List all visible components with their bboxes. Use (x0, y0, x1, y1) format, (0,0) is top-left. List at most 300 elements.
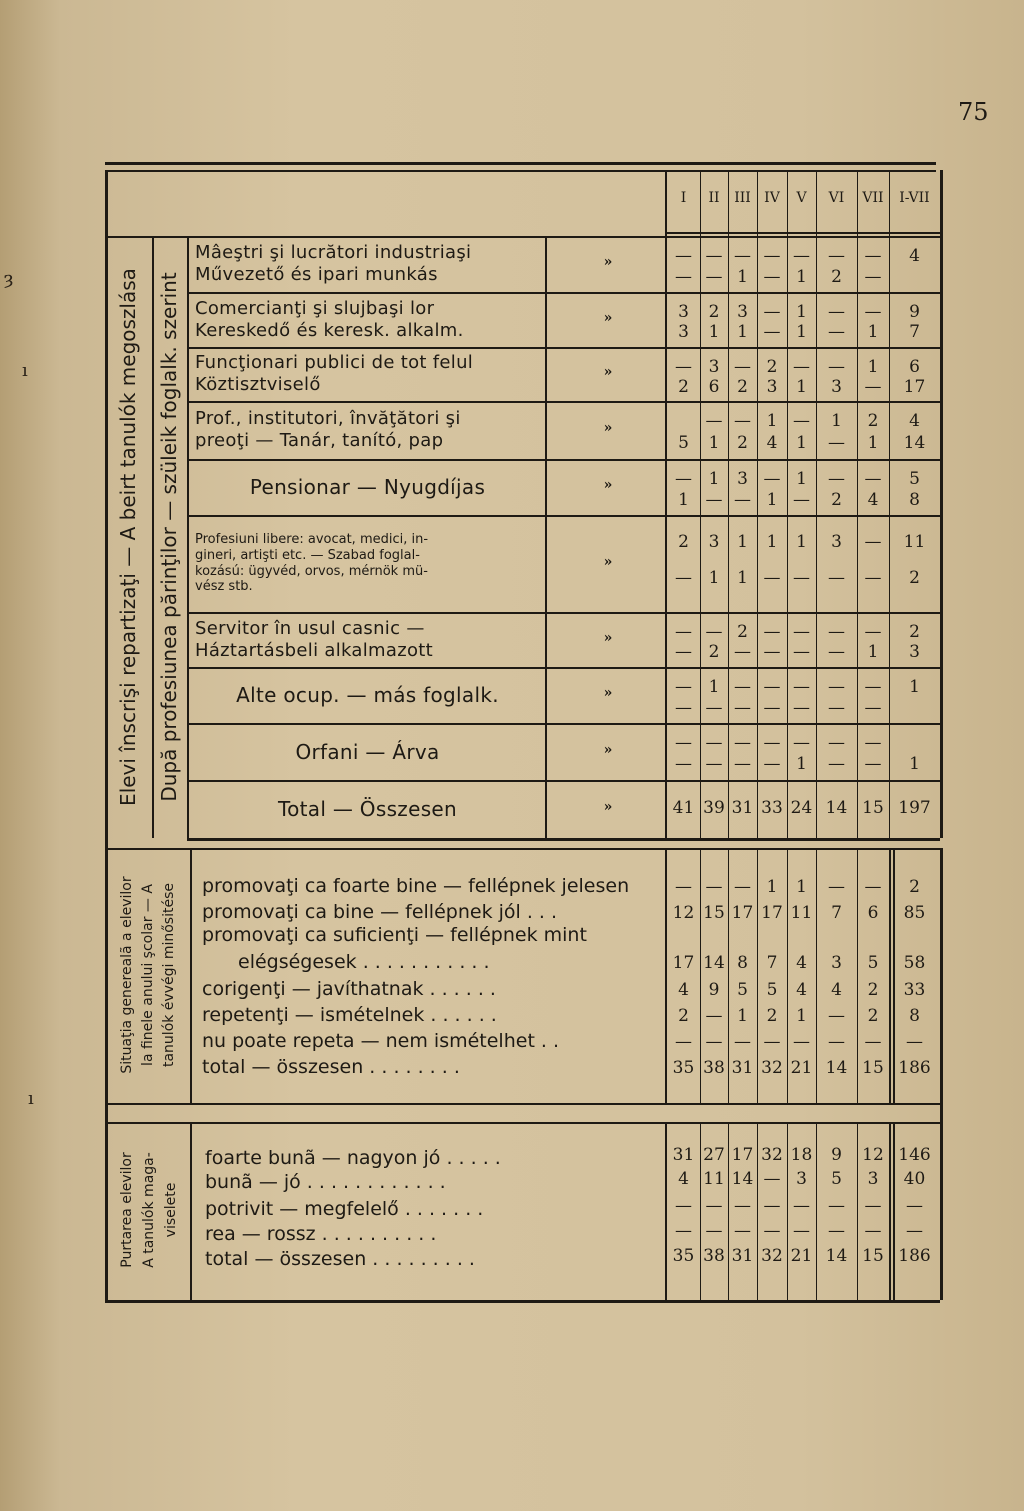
table-cell: 21 (790, 1246, 813, 1266)
table-cell: 2 (737, 432, 748, 453)
table-cell: 21 (790, 1058, 813, 1078)
table-cell: 15 (862, 1246, 884, 1266)
table-cell: 2 (737, 376, 748, 397)
table-cell: — (864, 621, 882, 642)
table-cell: 2 (737, 621, 748, 642)
table-cell: — (828, 1006, 845, 1026)
column-rule (187, 236, 189, 838)
ditto-mark: » (603, 685, 613, 701)
table-cell: — (828, 1032, 845, 1052)
table-cell: 24 (790, 798, 813, 818)
table-cell: 8 (737, 953, 748, 973)
table-cell: 33 (903, 980, 926, 1000)
table-cell: — (828, 1196, 845, 1216)
rule-line (187, 667, 940, 669)
table-cell: 12 (672, 903, 695, 923)
table-cell: — (763, 266, 781, 287)
table-cell: — (705, 266, 723, 287)
summary-row-label: elégségesek . . . . . . . . . . . (238, 951, 490, 973)
table-cell: — (763, 754, 781, 775)
row-label: Művezető és ipari munkás (195, 264, 438, 285)
table-cell: 4 (766, 432, 778, 453)
column-rule (190, 848, 192, 1103)
table-cell: — (828, 642, 845, 663)
table-cell: 2 (708, 642, 720, 663)
table-cell: — (793, 568, 810, 589)
row-label: Köztisztviselő (195, 374, 321, 395)
table-cell: — (734, 697, 751, 718)
table-cell: 1 (831, 411, 842, 432)
table-cell: — (828, 432, 845, 453)
column-header: V (796, 190, 807, 206)
statistics-table (105, 162, 941, 1302)
table-cell: — (864, 677, 882, 698)
table-cell: 1 (796, 469, 807, 490)
table-cell: — (828, 733, 845, 754)
table-cell: 11 (790, 903, 813, 923)
column-rule (190, 1122, 192, 1300)
table-cell: — (864, 1032, 882, 1052)
table-cell: — (705, 621, 723, 642)
table-cell: 2 (909, 568, 920, 589)
column-rule (940, 170, 943, 838)
table-cell: 1 (737, 1006, 748, 1026)
table-cell: — (864, 877, 882, 897)
table-cell: — (675, 877, 692, 897)
table-cell: 6 (867, 903, 879, 923)
table-cell: 9 (831, 1145, 842, 1165)
row-label: Kereskedő és keresk. alkalm. (195, 319, 464, 341)
table-cell: 5 (766, 980, 778, 1000)
table-cell: — (734, 246, 751, 267)
summary-row-label: promovaţi ca suficienţi — fellépnek mint (202, 924, 587, 946)
table-cell: 7 (766, 953, 778, 973)
page-number: 75 (958, 98, 989, 126)
table-cell: — (828, 877, 845, 897)
table-cell: 2 (867, 1006, 879, 1026)
table-cell: — (763, 246, 781, 267)
table-cell: 1 (796, 301, 807, 322)
table-cell: 11 (703, 1169, 725, 1189)
table-cell: — (793, 642, 810, 663)
summary-row-label: bunã — jó . . . . . . . . . . . . (205, 1171, 446, 1193)
column-rule (105, 170, 108, 1300)
table-cell: — (793, 1032, 810, 1052)
table-cell: — (793, 411, 810, 432)
table-cell: — (705, 733, 723, 754)
table-cell: 32 (761, 1058, 783, 1078)
table-cell: — (763, 1221, 781, 1241)
table-cell: 15 (703, 903, 725, 923)
table-cell: 2 (678, 532, 689, 553)
table-cell: 1 (796, 532, 807, 553)
table-cell: 3 (766, 376, 778, 397)
ditto-mark: » (603, 309, 613, 326)
table-cell: 1 (796, 754, 807, 775)
column-header: III (734, 190, 751, 206)
table-cell: 1 (766, 489, 778, 510)
rule-line (105, 1122, 940, 1124)
table-cell: — (675, 697, 692, 718)
table-cell: 3 (708, 356, 720, 377)
row-label: preoţi — Tanár, tanító, pap (195, 430, 444, 451)
table-cell: 18 (790, 1145, 813, 1165)
rule-line (187, 515, 940, 517)
table-cell: 1 (708, 677, 720, 698)
rule-line (105, 1300, 940, 1303)
table-cell: 1 (796, 322, 807, 343)
table-cell: 14 (731, 1169, 754, 1189)
table-cell: — (675, 621, 692, 642)
row-label: gineri, artişti etc. — Szabad foglal- (195, 547, 420, 563)
table-cell: 2 (867, 411, 879, 432)
table-cell: — (828, 301, 845, 322)
table-cell: 2 (831, 266, 842, 287)
summary-row-label: total — összesen . . . . . . . . (202, 1056, 460, 1078)
column-header: VI (828, 190, 845, 206)
row-label: Profesiuni libere: avocat, medici, in- (195, 532, 429, 548)
table-cell: 5 (831, 1169, 842, 1189)
edge-mark: ı (22, 360, 28, 381)
table-cell: 4 (831, 980, 842, 1000)
table-cell: 2 (766, 1006, 778, 1026)
column-header: I-VII (899, 190, 930, 206)
table-cell: 1 (867, 322, 879, 343)
section-label: A tanulók maga- (141, 1152, 157, 1268)
column-rule (545, 236, 547, 838)
row-label: Servitor în usul casnic — (195, 617, 425, 639)
rule-line (187, 401, 940, 403)
table-cell: 6 (909, 356, 920, 377)
table-cell: — (705, 246, 723, 267)
section-label: Elevi înscrişi repartizaţi — A beirt tanulók megoszlása (116, 268, 140, 806)
section-label: După profesiunea părinţilor — szüleik foglalk. szerint (157, 272, 181, 802)
table-cell: — (828, 697, 845, 718)
table-cell: — (675, 246, 692, 267)
row-label: Total — Összesen (277, 797, 457, 821)
table-cell: — (864, 1221, 882, 1241)
table-cell: 14 (703, 953, 725, 973)
table-cell: 1 (796, 376, 807, 397)
table-cell: 3 (737, 469, 748, 490)
table-cell: 3 (831, 532, 842, 553)
table-cell: 4 (909, 246, 920, 267)
summary-row-label: repetenţi — ismételnek . . . . . . (202, 1004, 497, 1026)
rule-line (105, 162, 936, 165)
table-cell: — (763, 677, 781, 698)
rule-line (105, 236, 940, 238)
table-cell: 2 (678, 376, 689, 397)
table-cell: — (906, 1221, 923, 1241)
row-label: Prof., institutori, învăţători şi (195, 408, 461, 430)
table-cell: — (705, 1006, 723, 1026)
table-cell: 1 (708, 568, 720, 589)
table-cell: — (763, 621, 781, 642)
table-cell: 1 (867, 432, 879, 453)
rule-line (187, 292, 940, 294)
table-cell: 7 (831, 903, 842, 923)
table-cell: — (734, 877, 751, 897)
table-cell: 17 (731, 1145, 754, 1165)
table-cell: — (705, 1221, 723, 1241)
table-cell: — (864, 697, 882, 718)
table-cell: — (705, 754, 723, 775)
table-cell: — (763, 322, 781, 343)
table-cell: 14 (825, 798, 848, 818)
rule-line (105, 1103, 940, 1105)
table-cell: — (763, 1169, 781, 1189)
table-cell: — (675, 1032, 692, 1052)
table-cell: 8 (909, 1006, 920, 1026)
column-header: IV (764, 190, 780, 206)
table-cell: 5 (737, 980, 748, 1000)
table-cell: — (828, 246, 845, 267)
table-cell: — (864, 376, 882, 397)
table-cell: — (793, 1196, 810, 1216)
table-cell: 2 (708, 301, 720, 322)
table-cell: — (864, 301, 882, 322)
table-cell: — (763, 697, 781, 718)
table-cell: — (705, 1032, 723, 1052)
rule-line (187, 723, 940, 725)
table-cell: 31 (731, 1246, 754, 1266)
rule-line (105, 170, 936, 172)
rule-line (105, 848, 940, 850)
table-cell: 186 (898, 1058, 931, 1078)
table-cell: 2 (766, 356, 778, 377)
table-cell: — (734, 733, 751, 754)
table-cell: — (734, 1032, 751, 1052)
table-cell: 17 (761, 903, 783, 923)
table-cell: 1 (708, 322, 720, 343)
table-cell: 1 (737, 568, 748, 589)
row-label: Alte ocup. — más foglalk. (236, 683, 499, 707)
table-cell: — (763, 642, 781, 663)
ditto-mark: » (603, 553, 613, 570)
table-cell: 186 (898, 1246, 931, 1266)
table-cell: — (675, 469, 692, 490)
rule-line (187, 459, 940, 461)
table-cell: — (734, 1221, 751, 1241)
table-cell: — (828, 677, 845, 698)
table-cell: — (793, 489, 810, 510)
table-cell: 1 (737, 322, 748, 343)
row-label: Comercianţi şi slujbaşi lor (195, 297, 435, 319)
table-cell: 1 (766, 411, 778, 432)
table-cell: 31 (731, 1058, 754, 1078)
table-cell: 1 (909, 677, 920, 698)
rule-line (667, 232, 940, 234)
column-rule (152, 236, 154, 838)
section-label: viselete (163, 1182, 179, 1238)
table-cell: — (793, 697, 810, 718)
table-cell: 38 (703, 1246, 725, 1266)
table-cell: 197 (898, 798, 931, 818)
table-cell: 1 (708, 432, 720, 453)
table-cell: 3 (867, 1169, 879, 1189)
table-cell: 4 (796, 980, 807, 1000)
table-cell: 4 (909, 411, 920, 432)
row-label: Pensionar — Nyugdíjas (249, 475, 486, 499)
table-cell: 146 (898, 1145, 931, 1165)
ditto-mark: » (603, 364, 613, 380)
table-cell: 8 (909, 489, 920, 510)
table-cell: — (705, 877, 723, 897)
table-cell: 17 (672, 953, 695, 973)
table-cell: 14 (903, 432, 926, 453)
section-label: la finele anului şcolar — A (140, 883, 156, 1066)
table-cell: 15 (862, 798, 884, 818)
table-cell: — (793, 621, 810, 642)
table-cell: 58 (903, 953, 926, 973)
table-cell: 3 (796, 1169, 807, 1189)
table-cell: 17 (731, 903, 754, 923)
table-cell: — (828, 621, 845, 642)
table-cell: 14 (825, 1246, 848, 1266)
table-cell: 3 (831, 953, 842, 973)
row-label: Háztartásbeli alkalmazott (195, 639, 434, 661)
table-cell: 38 (703, 1058, 725, 1078)
table-cell: 1 (678, 489, 689, 510)
table-cell: — (734, 411, 751, 432)
table-cell: — (705, 697, 723, 718)
table-cell: — (763, 1032, 781, 1052)
table-cell: — (864, 568, 882, 589)
column-rule (940, 848, 943, 1300)
table-cell: 5 (867, 953, 879, 973)
column-header: VII (862, 190, 884, 206)
table-cell: 1 (796, 432, 807, 453)
row-label: Mâeştri şi lucrători industriaşi (195, 242, 472, 264)
edge-mark: ȝ (4, 268, 14, 289)
table-cell: 3 (909, 642, 920, 663)
table-cell: — (675, 1196, 692, 1216)
table-cell: — (828, 356, 845, 377)
table-cell: 4 (678, 980, 689, 1000)
table-cell: 35 (672, 1058, 695, 1078)
table-cell: 1 (766, 532, 778, 553)
table-cell: 1 (796, 877, 807, 897)
table-cell: — (734, 642, 751, 663)
row-label: Funcţionari publici de tot felul (195, 352, 474, 374)
table-cell: — (675, 568, 692, 589)
table-cell: 5 (909, 469, 920, 490)
table-cell: — (675, 1221, 692, 1241)
table-cell: — (793, 356, 810, 377)
table-cell: — (864, 469, 882, 490)
ditto-mark: » (603, 420, 613, 436)
table-cell: 6 (708, 376, 720, 397)
table-cell: 12 (862, 1145, 884, 1165)
summary-row-label: rea — rossz . . . . . . . . . . (205, 1223, 437, 1245)
table-cell: 35 (672, 1246, 695, 1266)
ditto-mark: » (603, 254, 613, 270)
summary-row-label: potrivit — megfelelő . . . . . . . (205, 1198, 484, 1220)
table-cell: 31 (672, 1145, 695, 1165)
table-cell: — (763, 301, 781, 322)
table-cell: — (675, 677, 692, 698)
table-cell: — (864, 246, 882, 267)
table-cell: 1 (796, 266, 807, 287)
table-cell: 41 (672, 798, 695, 818)
table-cell: 27 (703, 1145, 725, 1165)
table-cell: — (705, 489, 723, 510)
table-cell: 17 (903, 376, 926, 397)
table-cell: 1 (867, 356, 879, 377)
summary-row-label: promovaţi ca bine — fellépnek jól . . . (202, 901, 558, 923)
table-cell: 32 (761, 1145, 783, 1165)
table-cell: 7 (909, 322, 920, 343)
table-cell: 3 (678, 301, 689, 322)
table-cell: — (675, 642, 692, 663)
table-cell: 31 (731, 798, 754, 818)
table-cell: — (864, 266, 882, 287)
table-cell: 40 (903, 1169, 926, 1189)
table-cell: — (734, 1196, 751, 1216)
ditto-mark: » (603, 629, 613, 646)
table-cell: — (675, 266, 692, 287)
table-cell: 4 (796, 953, 807, 973)
ditto-mark: » (603, 477, 613, 493)
table-cell: 14 (825, 1058, 848, 1078)
table-cell: — (906, 1032, 923, 1052)
summary-row-label: foarte bunã — nagyon jó . . . . . (205, 1147, 501, 1169)
table-cell: 85 (903, 903, 926, 923)
table-cell: 3 (831, 376, 842, 397)
table-cell: — (864, 754, 882, 775)
table-cell: 4 (867, 489, 879, 510)
table-cell: — (906, 1196, 923, 1216)
table-cell: 9 (909, 301, 920, 322)
table-cell: — (763, 1196, 781, 1216)
table-cell: 2 (831, 489, 842, 510)
table-cell: — (763, 733, 781, 754)
table-cell: 2 (867, 980, 879, 1000)
table-cell: — (793, 1221, 810, 1241)
table-cell: 1 (766, 877, 778, 897)
table-cell: — (734, 356, 751, 377)
rule-line (187, 612, 940, 614)
section-label: Situaţia generealã a elevilor (119, 875, 135, 1074)
table-cell: — (705, 1196, 723, 1216)
table-cell: 3 (678, 322, 689, 343)
summary-row-label: nu poate repeta — nem ismételhet . . (202, 1030, 560, 1052)
table-cell: — (793, 677, 810, 698)
table-cell: 1 (737, 266, 748, 287)
edge-mark: ı (28, 1088, 34, 1109)
table-cell: — (793, 733, 810, 754)
table-cell: 1 (796, 1006, 807, 1026)
section-label: Purtarea elevilor (119, 1152, 135, 1268)
section-label: tanulók évvégi minősitése (161, 882, 177, 1067)
table-cell: 1 (867, 642, 879, 663)
table-cell: — (828, 1221, 845, 1241)
table-cell: 3 (708, 532, 720, 553)
column-header: I (680, 190, 687, 206)
table-cell: — (705, 411, 723, 432)
table-cell: — (763, 469, 781, 490)
row-label: kozású: ügyvéd, orvos, mérnök mü- (195, 563, 428, 579)
table-cell: — (864, 532, 882, 553)
table-cell: — (828, 754, 845, 775)
table-cell: 2 (909, 621, 920, 642)
table-cell: — (763, 568, 781, 589)
row-label: vész stb. (195, 579, 253, 595)
table-cell: — (864, 1196, 882, 1216)
table-cell: 3 (737, 301, 748, 322)
summary-row-label: corigenţi — javíthatnak . . . . . . (202, 978, 496, 1000)
table-cell: — (675, 356, 692, 377)
